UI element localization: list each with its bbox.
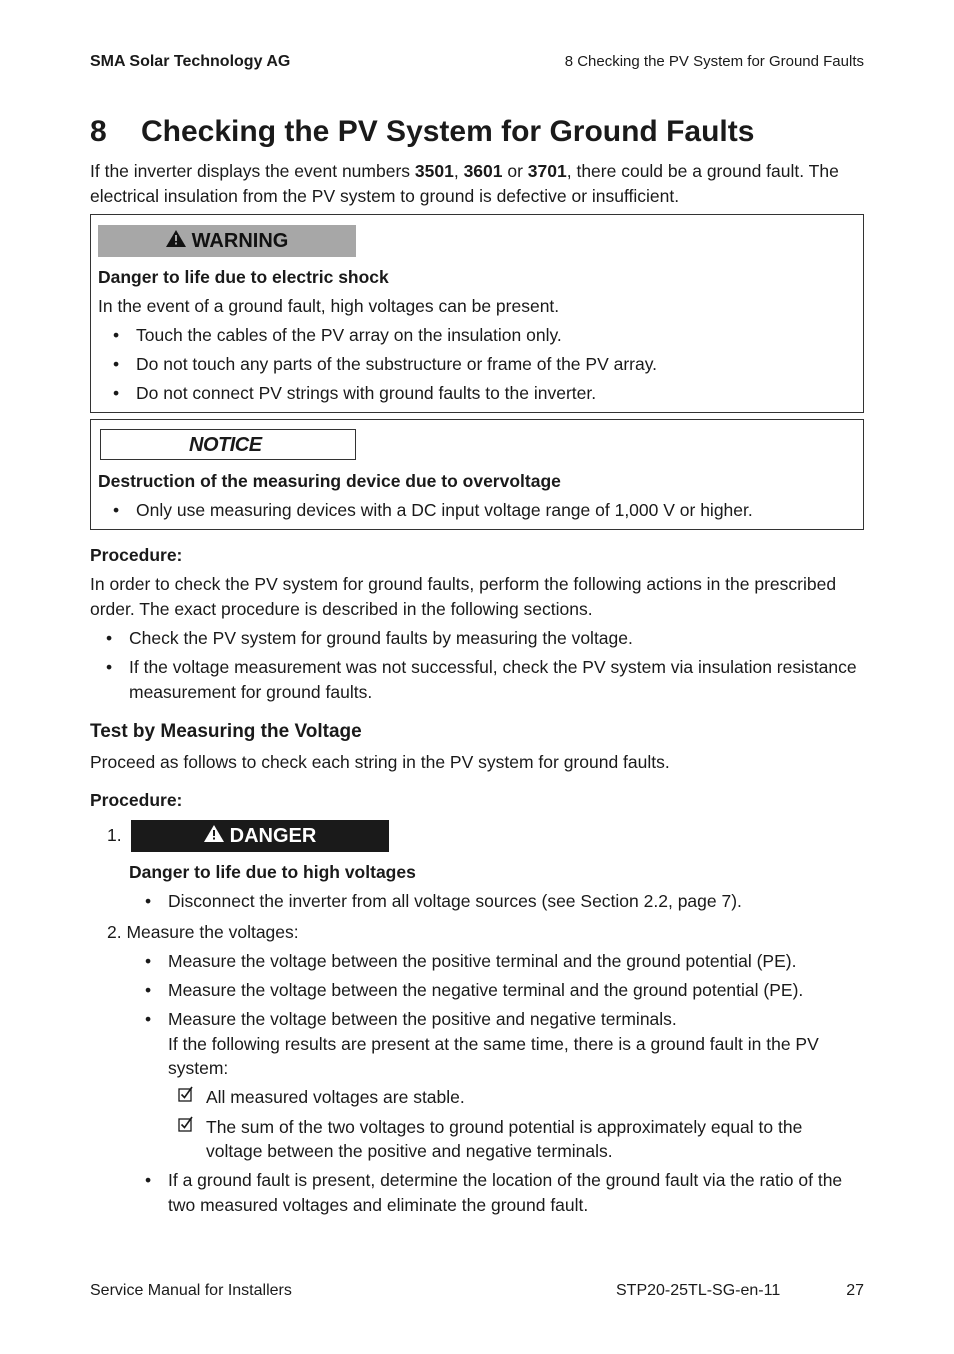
bullet-marker: • [145,951,152,971]
warning-bullet: Do not touch any parts of the substructure or frame of the PV array. [136,354,658,374]
danger-label [131,820,389,852]
checkbox-checked-icon [178,1084,194,1109]
footer-page-number: 27 [846,1282,864,1299]
warning-bullet: Do not connect PV strings with ground faults to the inverter. [136,383,597,403]
page-title [90,114,754,150]
procedure-bullet: Check the PV system for ground faults by measuring the voltage. [129,628,633,648]
warning-bullet: Touch the cables of the PV array on the insulation only. [136,325,562,345]
section-text: Proceed as follows to check each string in the PV system for ground faults. [90,752,670,772]
procedure-bullet: If the voltage measurement was not successful, check the PV system via insulation resistance [129,657,857,677]
procedure-label-2: Procedure: [90,790,183,810]
result-line-1: If the following results are present at the same time, there is a ground fault in the PV [168,1034,819,1054]
procedure-line-2: order. The exact procedure is described in the following sections. [90,598,593,619]
intro-text-2: , [453,161,464,181]
bullet-marker: • [145,1009,152,1029]
warning-label-text: WARNING [191,230,289,252]
danger-triangle-icon [204,820,224,852]
procedure-line-1: In order to check the PV system for ground faults, perform the following actions in the prescribed [90,574,837,594]
bullet-marker: • [145,1170,152,1190]
procedure-label: Procedure: [90,545,183,565]
chapter-title: Checking the PV System for Ground Faults [141,115,755,148]
procedure-text [90,572,866,621]
notice-heading: Destruction of the measuring device due to overvoltage [98,471,561,491]
warning-text: In the event of a ground fault, high voltages can be present. [98,296,560,316]
bullet-marker: • [113,325,120,345]
event-number-3701: 3701 [527,161,567,181]
warning-triangle-icon [166,225,186,257]
bullet-marker: • [113,354,120,374]
step-2-bullet: Measure the voltage between the positive terminal and the ground potential (PE). [168,951,797,971]
header-company: SMA Solar Technology AG [90,53,291,70]
event-number-3601: 3601 [463,161,503,181]
danger-heading: Danger to life due to high voltages [129,862,416,882]
step-1-number: 1. [107,825,122,845]
bullet-marker: • [113,383,120,403]
final-bullet-line-1: If a ground fault is present, determine the location of the ground fault via the ratio of the [168,1170,843,1190]
footer-doc-id: STP20-25TL-SG-en-11 [616,1282,781,1299]
warning-heading: Danger to life due to electric shock [98,267,389,287]
check-item: The sum of the two voltages to ground potential is approximately equal to the [206,1117,803,1137]
notice-label: NOTICE [100,429,356,460]
bullet-marker: • [145,891,152,911]
intro-paragraph [90,159,866,208]
intro-text-4: , there could be a ground fault. The [566,161,839,181]
step-2: 2. Measure the voltages: [107,922,299,942]
bullet-marker: • [106,657,113,677]
result-line-2: system: [168,1058,229,1078]
step-2-bullet: Measure the voltage between the negative terminal and the ground potential (PE). [168,980,804,1000]
event-number-3501: 3501 [414,161,454,181]
intro-line-2: electrical insulation from the PV system to ground is defective or insufficient. [90,185,680,206]
danger-label-text: DANGER [229,825,317,847]
check-item: All measured voltages are stable. [206,1087,465,1107]
bullet-marker: • [145,980,152,1000]
step-2-bullet: Measure the voltage between the positive and negative terminals. [168,1009,677,1029]
checkbox-checked-icon [178,1114,194,1139]
bullet-marker: • [106,628,113,648]
warning-label [98,225,356,257]
notice-bullet: Only use measuring devices with a DC input voltage range of 1,000 V or higher. [136,500,753,520]
section-heading: Test by Measuring the Voltage [90,721,362,742]
intro-text-1: If the inverter displays the event numbers [90,161,415,181]
final-bullet-line-2: two measured voltages and eliminate the ground fault. [168,1195,589,1215]
bullet-marker: • [113,500,120,520]
notice-box [90,419,864,530]
chapter-number: 8 [90,115,107,148]
header-section: 8 Checking the PV System for Ground Faults [564,53,864,70]
footer-manual-title: Service Manual for Installers [90,1282,292,1299]
warning-box [90,214,864,413]
danger-bullet: Disconnect the inverter from all voltage sources (see Section 2.2, page 7). [168,891,742,911]
check-item-cont: voltage between the positive and negative terminals. [206,1141,613,1161]
intro-text-3: or [502,161,528,181]
procedure-bullet-cont: measurement for ground faults. [129,682,373,702]
